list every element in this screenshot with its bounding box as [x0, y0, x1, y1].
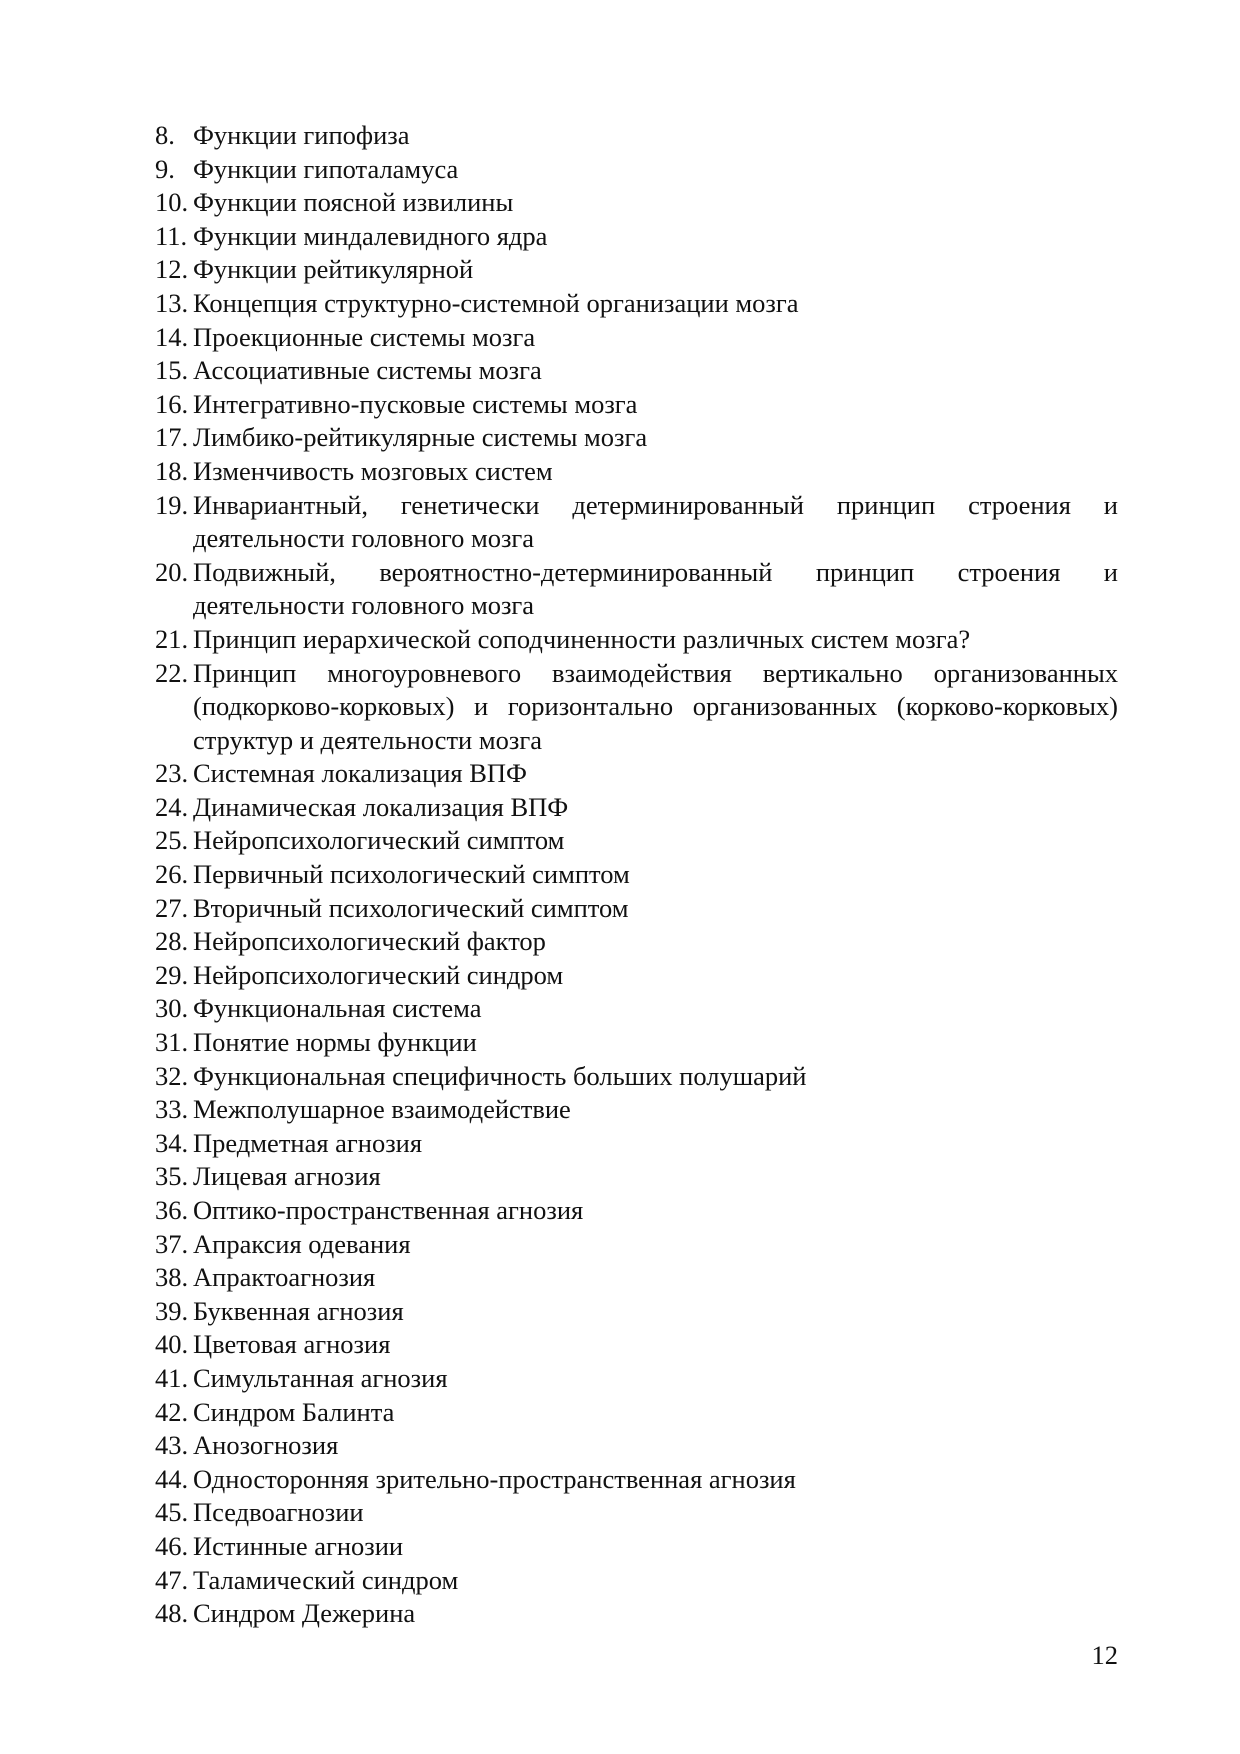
item-number: 40. — [155, 1329, 189, 1360]
item-number: 15. — [155, 355, 189, 386]
item-number: 48. — [155, 1598, 189, 1629]
item-text: Принцип иерархической соподчиненности различных систем мозга? — [193, 623, 971, 654]
list-item — [155, 321, 1118, 355]
item-number: 31. — [155, 1027, 189, 1058]
list-item — [155, 925, 1118, 959]
list-item — [155, 455, 1118, 489]
item-number: 47. — [155, 1564, 189, 1595]
list-item — [155, 186, 1118, 220]
list-item — [155, 119, 1118, 153]
item-number: 28. — [155, 926, 189, 957]
item-number: 18. — [155, 455, 189, 486]
item-text: Функциональная специфичность больших полушарий — [193, 1060, 807, 1091]
item-text: Функции гипоталамуса — [193, 153, 459, 184]
item-number: 35. — [155, 1161, 189, 1192]
item-text: Нейропсихологический синдром — [193, 959, 564, 990]
list-item — [155, 556, 1118, 623]
list-item — [155, 220, 1118, 254]
item-text: Ассоциативные системы мозга — [193, 355, 542, 386]
item-number: 32. — [155, 1060, 189, 1091]
list-item — [155, 1530, 1118, 1564]
item-text: Лимбико-рейтикулярные системы мозга — [193, 422, 648, 453]
item-number: 34. — [155, 1127, 189, 1158]
list-item — [155, 1194, 1118, 1228]
item-number: 13. — [155, 287, 189, 318]
item-text: Апрактоагнозия — [193, 1262, 376, 1293]
item-text: Симультанная агнозия — [193, 1362, 448, 1393]
item-number: 20. — [155, 556, 189, 587]
list-item — [155, 657, 1118, 758]
item-text: Цветовая агнозия — [193, 1329, 391, 1360]
item-number: 36. — [155, 1195, 189, 1225]
item-number: 22. — [155, 657, 189, 688]
item-number: 9. — [155, 153, 175, 184]
list-item — [155, 791, 1118, 825]
list-item — [155, 354, 1118, 388]
item-number: 12. — [155, 254, 189, 285]
item-text: Принцип многоуровневого взаимодействия вертикально организованных (подкорково-корковых) и горизонтально организованных (корково-корковых) структур и деятельности мозга — [193, 657, 1118, 755]
item-text: Буквенная агнозия — [193, 1295, 404, 1326]
item-text: Анозогнозия — [193, 1430, 339, 1461]
item-text: Истинные агнозии — [193, 1530, 404, 1561]
item-number: 41. — [155, 1362, 189, 1393]
item-number: 24. — [155, 791, 189, 822]
list-item — [155, 1060, 1118, 1094]
item-number: 33. — [155, 1094, 189, 1125]
list-item — [155, 1160, 1118, 1194]
item-text: Функциональная система — [193, 993, 482, 1024]
item-text: Оптико-пространственная агнозия — [193, 1195, 584, 1225]
list-item — [155, 253, 1118, 287]
item-text: Первичный психологический симптом — [193, 859, 630, 890]
item-text: Апраксия одевания — [193, 1228, 411, 1259]
item-number: 19. — [155, 489, 189, 520]
list-item — [155, 489, 1118, 556]
item-text: Односторонняя зрительно-пространственная агнозия — [193, 1463, 796, 1494]
item-number: 14. — [155, 321, 189, 352]
list-item — [155, 892, 1118, 926]
item-number: 30. — [155, 993, 189, 1024]
item-text: Интегративно-пусковые системы мозга — [193, 388, 638, 419]
item-number: 46. — [155, 1530, 189, 1561]
item-text: Вторичный психологический симптом — [193, 892, 629, 923]
item-text: Системная локализация ВПФ — [193, 758, 527, 789]
item-text: Пседвоагнозии — [193, 1497, 364, 1528]
item-text: Инвариантный, генетически детерминированный принцип строения и деятельности головного мозга — [193, 489, 1118, 554]
list-item — [155, 1228, 1118, 1262]
list-item — [155, 287, 1118, 321]
item-number: 26. — [155, 859, 189, 890]
item-text: Проекционные системы мозга — [193, 321, 536, 352]
item-text: Функции рейтикулярной — [193, 254, 474, 285]
item-number: 16. — [155, 388, 189, 419]
item-text: Понятие нормы функции — [193, 1027, 477, 1058]
item-text: Концепция структурно-системной организации мозга — [193, 287, 799, 318]
item-text: Функции гипофиза — [193, 120, 410, 150]
list-item — [155, 153, 1118, 187]
list-item — [155, 757, 1118, 791]
item-text: Синдром Дежерина — [193, 1598, 416, 1629]
list-item — [155, 1295, 1118, 1329]
list-item — [155, 1463, 1118, 1497]
item-number: 8. — [155, 120, 175, 150]
item-text: Синдром Балинта — [193, 1396, 395, 1427]
item-number: 27. — [155, 892, 189, 923]
item-text: Таламический синдром — [193, 1564, 459, 1595]
item-text: Нейропсихологический симптом — [193, 825, 565, 856]
list-item — [155, 1261, 1118, 1295]
list-item — [155, 1362, 1118, 1396]
item-text: Динамическая локализация ВПФ — [193, 791, 569, 822]
list-item — [155, 1127, 1118, 1161]
item-text: Подвижный, вероятностно-детерминированный принцип строения и деятельности головного мозга — [193, 556, 1118, 621]
page-number: 12 — [1091, 1640, 1118, 1670]
list-item — [155, 1496, 1118, 1530]
list-item — [155, 824, 1118, 858]
item-number: 42. — [155, 1396, 189, 1427]
list-item — [155, 858, 1118, 892]
question-list — [155, 119, 1118, 1631]
item-text: Предметная агнозия — [193, 1127, 423, 1158]
list-item — [155, 959, 1118, 993]
list-item — [155, 388, 1118, 422]
item-number: 45. — [155, 1497, 189, 1528]
item-number: 43. — [155, 1430, 189, 1461]
list-item — [155, 421, 1118, 455]
item-text: Нейропсихологический фактор — [193, 926, 546, 957]
list-item — [155, 992, 1118, 1026]
list-item — [155, 1093, 1118, 1127]
item-number: 37. — [155, 1228, 189, 1259]
item-number: 29. — [155, 959, 189, 990]
list-item — [155, 623, 1118, 657]
item-text: Функции миндалевидного ядра — [193, 220, 548, 251]
item-number: 11. — [155, 220, 188, 251]
item-number: 25. — [155, 825, 189, 856]
item-number: 17. — [155, 422, 189, 453]
item-text: Изменчивость мозговых систем — [193, 455, 553, 486]
item-text: Межполушарное взаимодействие — [193, 1094, 571, 1125]
item-number: 23. — [155, 758, 189, 789]
item-number: 38. — [155, 1262, 189, 1293]
list-item — [155, 1597, 1118, 1631]
list-item — [155, 1328, 1118, 1362]
item-number: 39. — [155, 1295, 189, 1326]
item-number: 21. — [155, 623, 189, 654]
item-text: Лицевая агнозия — [193, 1161, 381, 1192]
list-item — [155, 1429, 1118, 1463]
list-item — [155, 1026, 1118, 1060]
item-number: 44. — [155, 1463, 189, 1494]
list-item — [155, 1396, 1118, 1430]
item-number: 10. — [155, 187, 189, 218]
list-item — [155, 1564, 1118, 1598]
item-text: Функции поясной извилины — [193, 187, 514, 218]
